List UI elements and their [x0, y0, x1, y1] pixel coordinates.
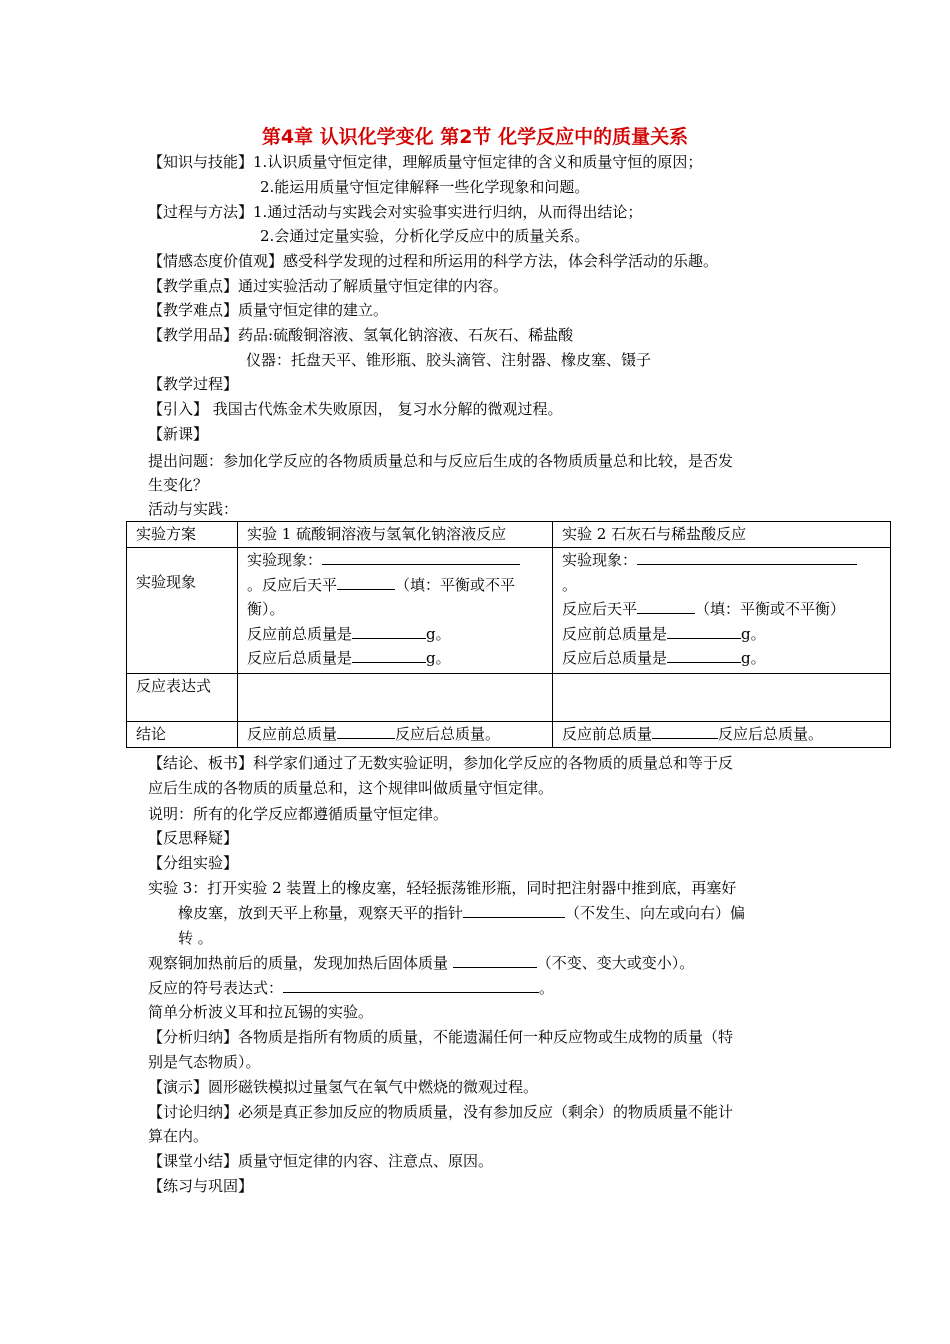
supplies-line-1: 【教学用品】药品:硫酸铜溶液、氢氧化钠溶液、石灰石、稀盐酸	[148, 326, 574, 344]
note-line: 说明：所有的化学反应都遵循质量守恒定律。	[148, 805, 449, 823]
exp3-line-1: 实验 3：打开实验 2 装置上的橡皮塞，轻轻振荡锥形瓶，同时把注射器中推到底，再塞好	[148, 879, 737, 897]
summary-line: 【课堂小结】质量守恒定律的内容、注意点、原因。	[148, 1152, 494, 1170]
conclusion-line-1: 【结论、板书】科学家们通过了无数实验证明，参加化学反应的各物质的质量总和等于反	[148, 754, 734, 772]
exp2-mass-before-blank[interactable]	[667, 624, 741, 639]
experiment-table	[126, 521, 891, 748]
exp1-expression-cell[interactable]	[238, 674, 553, 722]
table-row	[127, 522, 891, 548]
plan-label: 实验方案	[127, 522, 238, 548]
conclusion-label: 结论	[127, 722, 238, 748]
expression-label: 反应表达式	[127, 674, 238, 722]
exp3-line-2: 橡皮塞，放到天平上称量，观察天平的指针 （不发生、向左或向右）偏	[178, 904, 746, 922]
intro-line: 【引入】 我国古代炼金术失败原因， 复习水分解的微观过程。	[148, 400, 563, 418]
phenomenon-label: 实验现象	[127, 548, 238, 674]
exp3-line-3: 转 。	[178, 929, 213, 947]
table-row	[127, 674, 891, 722]
exp1-mass-before-blank[interactable]	[352, 624, 426, 639]
exp1-conclusion-blank[interactable]	[337, 724, 395, 739]
exp1-phenomenon-cell: 实验现象： 。反应后天平 （填：平衡或不平 衡）。 反应前总质量是 g。 反应后总质量是 g。	[238, 548, 553, 674]
exp1-header: 实验 1 硫酸铜溶液与氢氧化钠溶液反应	[238, 522, 553, 548]
analysis-line-1: 【分析归纳】各物质是指所有物质的质量，不能遗漏任何一种反应物或生成物的质量（特	[148, 1028, 734, 1046]
table-row	[127, 548, 891, 674]
exp2-phenomenon-cell: 实验现象： 。 反应后天平 （填：平衡或不平衡） 反应前总质量是 g。 反应后总质量是 g。	[553, 548, 891, 674]
discuss-line-2: 算在内。	[148, 1127, 209, 1145]
supplies-line-2: 仪器：托盘天平、锥形瓶、胶头滴管、注射器、橡皮塞、镊子	[246, 351, 652, 369]
process-line-1: 【过程与方法】1.通过活动与实践会对实验事实进行归纳，从而得出结论；	[148, 203, 643, 221]
exp1-balance-blank[interactable]	[337, 575, 395, 590]
activity-label: 活动与实践：	[148, 500, 239, 518]
process-line-2: 2.会通过定量实验，分析化学反应中的质量关系。	[260, 227, 590, 245]
new-lesson-heading: 【新课】	[148, 425, 209, 443]
table-row	[127, 722, 891, 748]
demo-line: 【演示】圆形磁铁模拟过量氢气在氧气中燃烧的微观过程。	[148, 1078, 539, 1096]
symbol-expression-blank[interactable]	[283, 978, 539, 993]
question-line-1: 提出问题：参加化学反应的各物质质量总和与反应后生成的各物质质量总和比较，是否发	[148, 452, 734, 470]
page-title: 第4章 认识化学变化 第2节 化学反应中的质量关系	[261, 126, 689, 148]
exp1-phenomenon-blank[interactable]	[322, 550, 520, 565]
simple-analysis-line: 简单分析波义耳和拉瓦锡的实验。	[148, 1003, 374, 1021]
key-point-line: 【教学重点】通过实验活动了解质量守恒定律的内容。	[148, 277, 509, 295]
reflect-heading: 【反思释疑】	[148, 829, 239, 847]
exp2-expression-cell[interactable]	[553, 674, 891, 722]
exp2-conclusion-blank[interactable]	[652, 724, 718, 739]
difficulty-line: 【教学难点】质量守恒定律的建立。	[148, 301, 389, 319]
exp2-conclusion-cell: 反应前总质量 反应后总质量。	[553, 722, 891, 748]
process-tag: 【过程与方法】	[148, 203, 254, 221]
pointer-blank[interactable]	[463, 903, 565, 918]
group-heading: 【分组实验】	[148, 854, 239, 872]
question-line-2: 生变化？	[148, 476, 209, 494]
copper-line: 观察铜加热前后的质量，发现加热后固体质量 （不变、变大或变小）。	[148, 954, 695, 972]
exp2-phenomenon-blank[interactable]	[637, 550, 857, 565]
knowledge-tag: 【知识与技能】	[148, 153, 254, 171]
discuss-line-1: 【讨论归纳】必须是真正参加反应的物质质量，没有参加反应（剩余）的物质质量不能计	[148, 1103, 734, 1121]
knowledge-line-1: 【知识与技能】1.认识质量守恒定律，理解质量守恒定律的含义和质量守恒的原因；	[148, 153, 703, 171]
symbol-expression-line: 反应的符号表达式： 。	[148, 979, 555, 997]
knowledge-line-2: 2.能运用质量守恒定律解释一些化学现象和问题。	[260, 178, 590, 196]
exp1-conclusion-cell: 反应前总质量 反应后总质量。	[238, 722, 553, 748]
exp1-mass-after-blank[interactable]	[352, 648, 426, 663]
conclusion-line-2: 应后生成的各物质的质量总和，这个规律叫做质量守恒定律。	[148, 779, 554, 797]
teaching-process-heading: 【教学过程】	[148, 375, 239, 393]
practice-heading: 【练习与巩固】	[148, 1177, 254, 1195]
emotion-line: 【情感态度价值观】感受科学发现的过程和所运用的科学方法，体会科学活动的乐趣。	[148, 252, 719, 270]
exp2-header: 实验 2 石灰石与稀盐酸反应	[553, 522, 891, 548]
copper-mass-blank[interactable]	[453, 953, 537, 968]
analysis-line-2: 别是气态物质）。	[148, 1053, 261, 1071]
exp2-balance-blank[interactable]	[637, 599, 695, 614]
exp2-mass-after-blank[interactable]	[667, 648, 741, 663]
